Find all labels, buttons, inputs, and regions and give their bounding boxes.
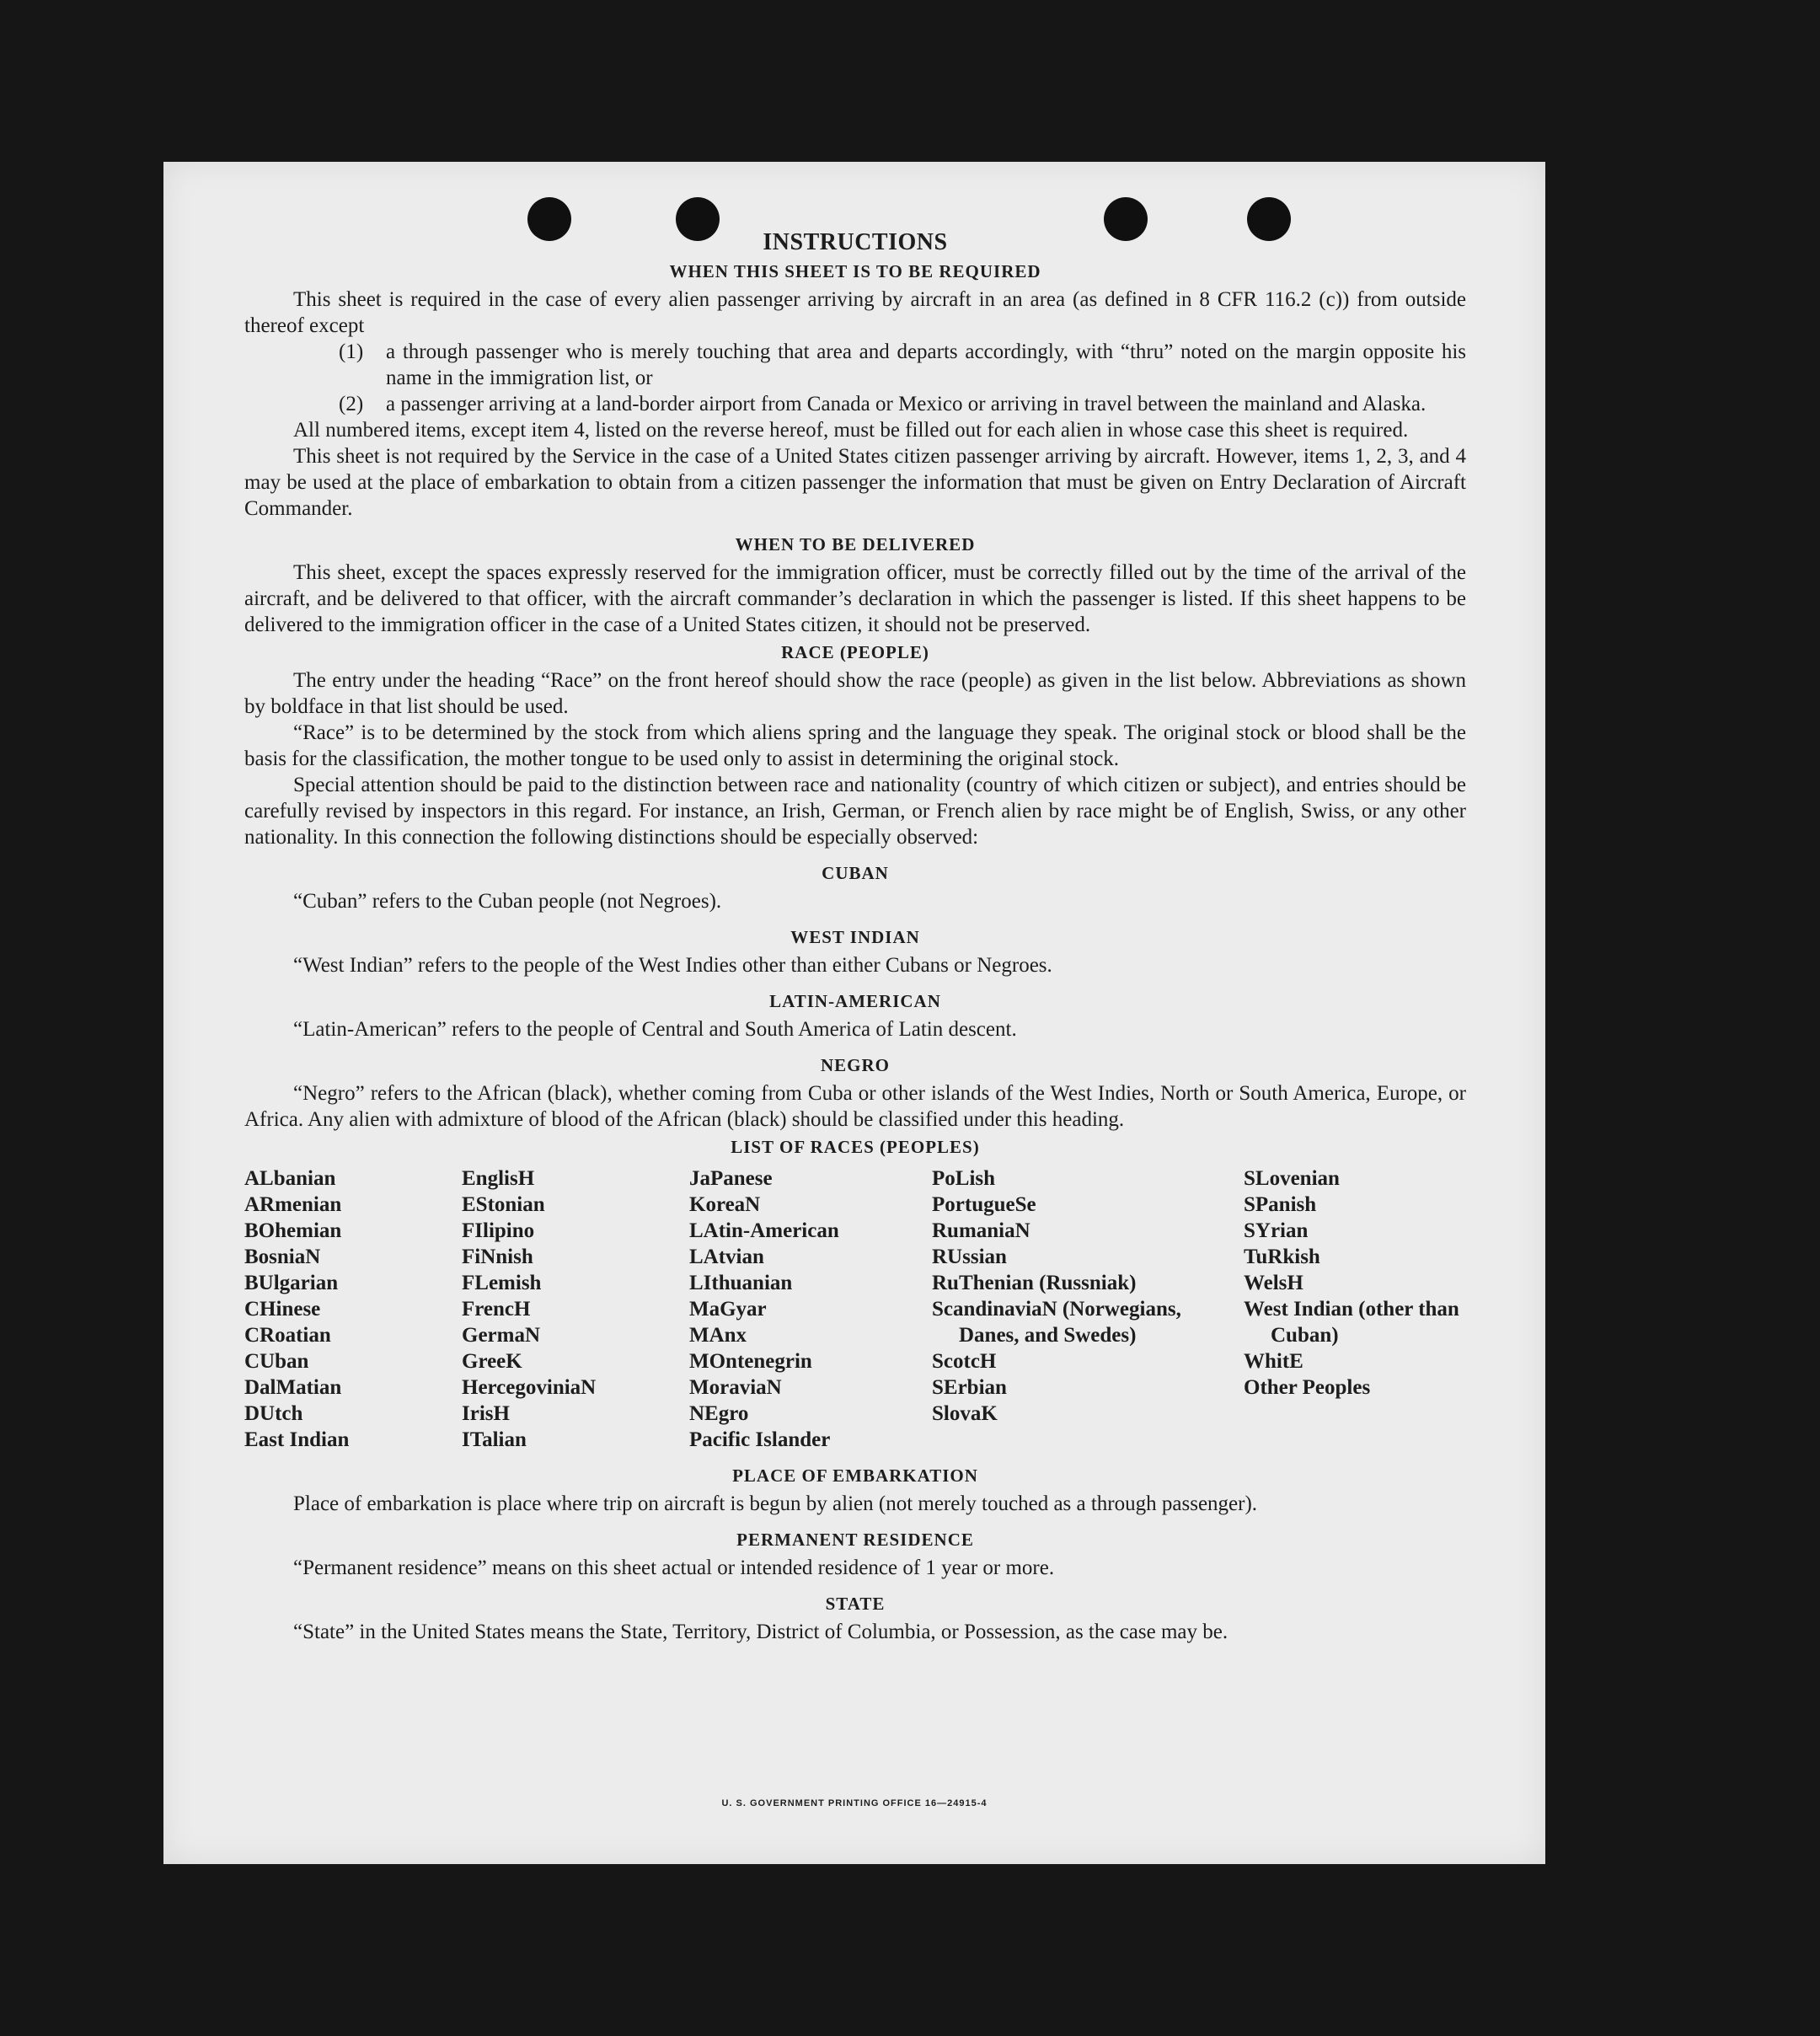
race-entry: West Indian (other than Cuban) (1244, 1298, 1459, 1347)
section-heading-state: STATE (825, 1594, 886, 1614)
section-heading-embarkation: PLACE OF EMBARKATION (732, 1465, 978, 1486)
race-list-column-1 (244, 1165, 462, 1453)
race-list (244, 1165, 1466, 1453)
race-entry: BOhemian (244, 1219, 342, 1242)
race-entry: East Indian (244, 1428, 350, 1451)
race-entry: SYrian (1244, 1219, 1309, 1242)
exception-item-text: a passenger arriving at a land-border airport from Canada or Mexico or arriving in travel between the mainland and Alaska. (386, 393, 1427, 415)
race-entry: WelsH (1244, 1272, 1303, 1294)
race-entry: MoraviaN (689, 1376, 782, 1399)
race-entry: FiNnish (462, 1246, 533, 1268)
section-heading-race: RACE (PEOPLE) (781, 642, 929, 662)
race-entry: CUban (244, 1350, 309, 1373)
section-heading-negro: NEGRO (820, 1055, 890, 1075)
race-entry: BUlgarian (244, 1272, 339, 1294)
section-heading-cuban: CUBAN (822, 863, 889, 883)
section-heading-list-of-races: LIST OF RACES (PEOPLES) (731, 1137, 980, 1157)
instruction-sheet (163, 162, 1545, 1864)
paragraph-numbered-items: All numbered items, except item 4, listed on the reverse hereof, must be filled out for each alien in whose case this sheet is required. (293, 419, 1409, 442)
section-heading-latin-american: LATIN-AMERICAN (769, 991, 941, 1011)
race-entry: RUssian (932, 1246, 1007, 1268)
race-entry: Other Peoples (1244, 1376, 1371, 1399)
section-heading-when-delivered: WHEN TO BE DELIVERED (735, 534, 976, 555)
paragraph-state: “State” in the United States means the State, Territory, District of Columbia, or Possession, as the case may be. (293, 1621, 1228, 1643)
race-entry: FrencH (462, 1298, 531, 1321)
race-entry: ScandinaviaN (Norwegians, Danes, and Swedes) (932, 1298, 1181, 1347)
paragraph-embarkation: Place of embarkation is place where trip on aircraft is begun by alien (not merely touched as a through passenger). (293, 1492, 1258, 1515)
paragraph-latin-american: “Latin-American” refers to the people of Central and South America of Latin descent. (293, 1018, 1017, 1041)
race-entry: ScotcH (932, 1350, 997, 1373)
race-entry: KoreaN (689, 1193, 761, 1216)
race-entry: LAtvian (689, 1246, 764, 1268)
paragraph-when-delivered: This sheet, except the spaces expressly reserved for the immigration officer, must be correctly filled out by the time of the arrival of the aircraft, and be delivered to that officer, with the aircraft commander’s declaration in which the passenger is listed. If this sheet happens to be delivered to the immigration officer in the case of a United States citizen, it should not be preserved. (244, 561, 1466, 636)
race-entry: GreeK (462, 1350, 522, 1373)
race-entry: ALbanian (244, 1167, 336, 1190)
race-entry: RumaniaN (932, 1219, 1030, 1242)
exception-item-number: (2) (339, 393, 364, 415)
race-list-column-4 (932, 1165, 1244, 1453)
race-entry: MaGyar (689, 1298, 767, 1321)
race-entry: FLemish (462, 1272, 542, 1294)
paragraph-race-definition: “Race” is to be determined by the stock from which aliens spring and the language they speak. The original stock or blood shall be the basis for the classification, the mother tongue to be used only to assist in determining the original stock. (244, 721, 1466, 770)
exception-item-number: (1) (339, 340, 364, 363)
race-entry: CHinese (244, 1298, 321, 1321)
race-entry: NEgro (689, 1402, 749, 1425)
section-heading-permanent-residence: PERMANENT RESIDENCE (736, 1530, 974, 1550)
section-heading-west-indian: WEST INDIAN (790, 927, 920, 947)
race-entry: EStonian (462, 1193, 545, 1216)
race-entry: SErbian (932, 1376, 1007, 1399)
race-entry: CRoatian (244, 1324, 331, 1347)
sheet-content (244, 229, 1466, 1645)
race-entry: LAtin-American (689, 1219, 839, 1242)
race-entry: ARmenian (244, 1193, 342, 1216)
race-list-column-2 (462, 1165, 689, 1453)
race-entry: LIthuanian (689, 1272, 793, 1294)
race-entry: RuThenian (Russniak) (932, 1272, 1137, 1294)
race-entry: PoLish (932, 1167, 996, 1190)
paragraph-west-indian: “West Indian” refers to the people of the West Indies other than either Cubans or Negroes. (293, 954, 1052, 977)
race-entry: DalMatian (244, 1376, 342, 1399)
section-heading-when-required: WHEN THIS SHEET IS TO BE REQUIRED (669, 261, 1041, 281)
race-list-column-3 (689, 1165, 932, 1453)
race-entry: HercegoviniaN (462, 1376, 597, 1399)
race-entry: DUtch (244, 1402, 303, 1425)
race-entry: TuRkish (1244, 1246, 1320, 1268)
race-entry: SlovaK (932, 1402, 998, 1425)
race-entry: GermaN (462, 1324, 541, 1347)
paragraph-race-entry: The entry under the heading “Race” on the front hereof should show the race (people) as given in the list below. Abbreviations as shown by boldface in that list should be used. (244, 669, 1466, 718)
paragraph-cuban: “Cuban” refers to the Cuban people (not Negroes). (293, 890, 722, 913)
paragraph-negro: “Negro” refers to the African (black), whether coming from Cuba or other islands of the West Indies, North or South America, Europe, or Africa. Any alien with admixture of blood of the African (black) should be classified under this heading. (244, 1082, 1466, 1131)
race-list-column-5 (1244, 1165, 1466, 1453)
exception-item-text: a through passenger who is merely touching that area and departs accordingly, with “thru” noted on the margin opposite his name in the immigration list, or (386, 340, 1466, 389)
race-entry: MOntenegrin (689, 1350, 812, 1373)
race-entry: BosniaN (244, 1246, 321, 1268)
race-entry: PortugueSe (932, 1193, 1036, 1216)
race-entry: WhitE (1244, 1350, 1303, 1373)
race-entry: JaPanese (689, 1167, 773, 1190)
paragraph-when-required-intro: This sheet is required in the case of every alien passenger arriving by aircraft in an area (as defined in 8 CFR 116.2 (c)) from outside thereof except (244, 288, 1466, 337)
race-entry: ITalian (462, 1428, 527, 1451)
printing-office-footer: U. S. GOVERNMENT PRINTING OFFICE 16—24915-4 (721, 1798, 988, 1808)
race-entry: FIlipino (462, 1219, 535, 1242)
paragraph-citizen-passenger: This sheet is not required by the Service in the case of a United States citizen passenger arriving by aircraft. However, items 1, 2, 3, and 4 may be used at the place of embarkation to obtain from a citizen passenger the information that must be given on Entry Declaration of Aircraft Commander. (244, 445, 1466, 520)
race-entry: Pacific Islander (689, 1428, 831, 1451)
paragraph-race-vs-nationality: Special attention should be paid to the distinction between race and nationality (country of which citizen or subject), and entries should be carefully revised by inspectors in this regard. For instance, an Irish, German, or French alien by race might be of English, Swiss, or any other nationality. In this connection the following distinctions should be especially observed: (244, 774, 1466, 849)
race-entry: MAnx (689, 1324, 747, 1347)
race-entry: EnglisH (462, 1167, 535, 1190)
exception-item-1 (339, 339, 1466, 391)
race-entry: IrisH (462, 1402, 510, 1425)
race-entry: SPanish (1244, 1193, 1317, 1216)
paragraph-permanent-residence: “Permanent residence” means on this sheet actual or intended residence of 1 year or more. (293, 1556, 1055, 1579)
exception-item-2 (339, 391, 1466, 417)
page-title: INSTRUCTIONS (763, 229, 948, 255)
race-entry: SLovenian (1244, 1167, 1340, 1190)
